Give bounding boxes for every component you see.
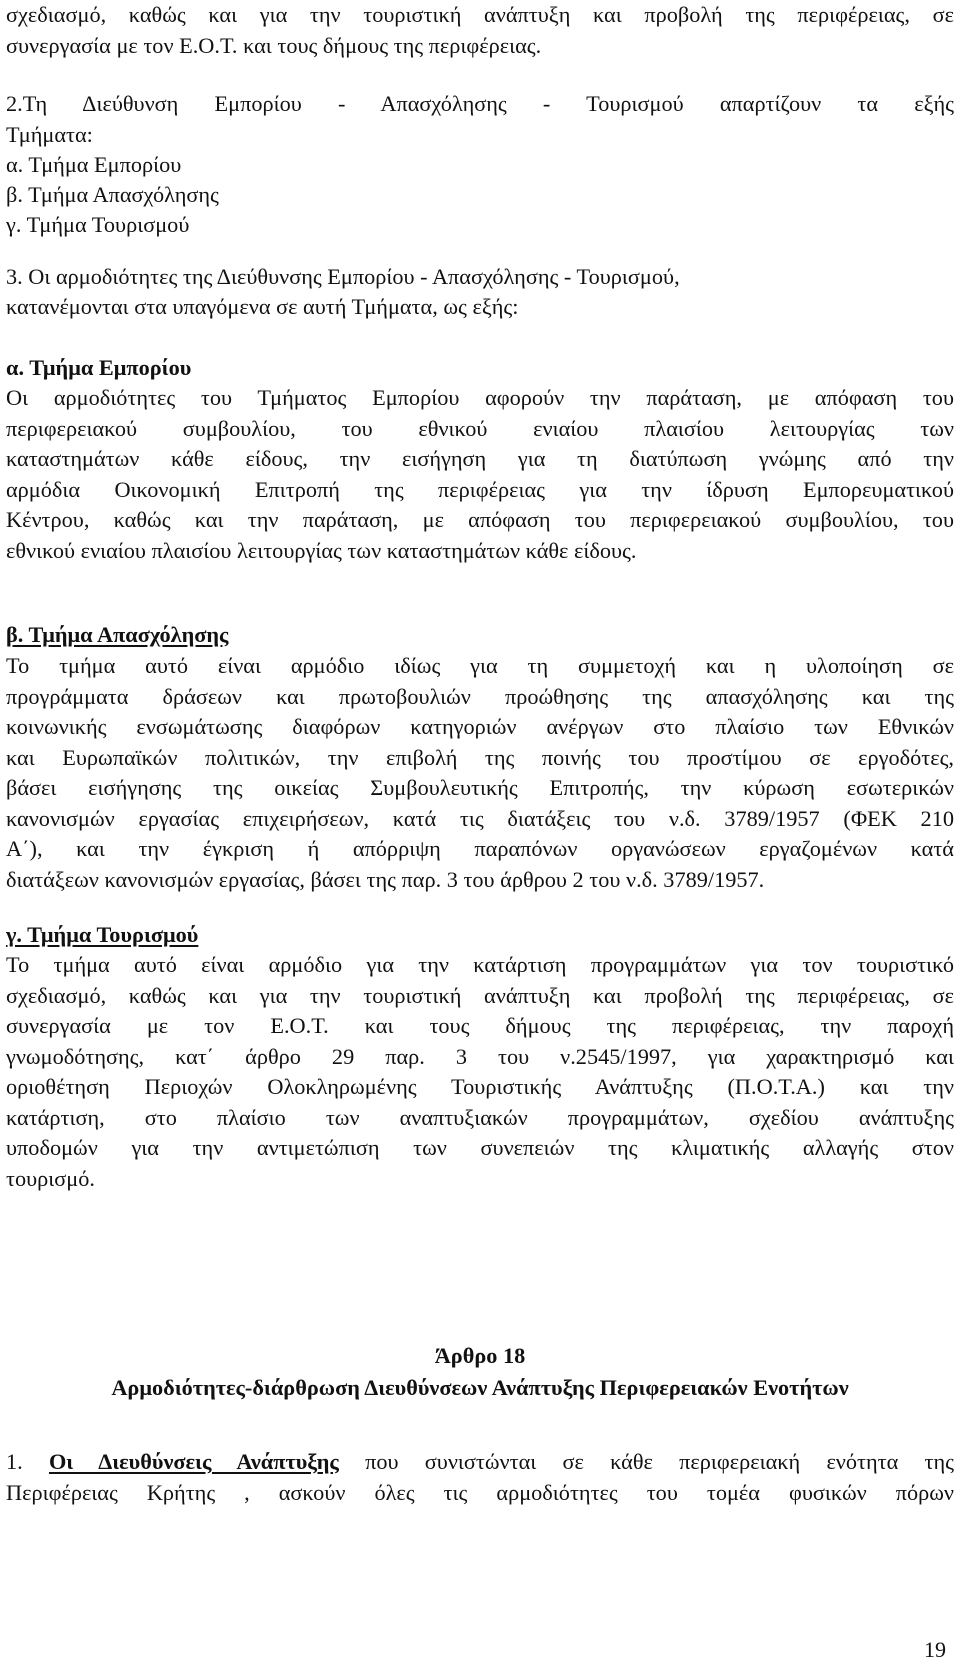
- text-line: 2.Τη Διεύθυνση Εμπορίου - Απασχόλησης - Τουρισμού απαρτίζουν τα εξής: [6, 91, 954, 116]
- text-line: καταστημάτων κάθε είδους, την εισήγηση για τη διατύπωση γνώμης από την: [6, 446, 954, 471]
- section-heading: β. Τμήμα Απασχόλησης: [6, 622, 229, 647]
- text-line: [6, 1447, 954, 1477]
- text-line: σχεδιασμό, καθώς και για την τουριστική ανάπτυξη και προβολή της περιφέρειας, σε: [6, 2, 954, 27]
- text-line: Το τμήμα αυτό είναι αρμόδιο για την κατάρτιση προγραμμάτων για τον τουριστικό: [6, 952, 954, 977]
- list-item: β. Τμήμα Απασχόλησης: [6, 182, 219, 207]
- text-line: και Ευρωπαϊκών πολιτικών, την επιβολή της ποινής του προστίμου σε εργοδότες,: [6, 745, 954, 770]
- text-line: προγράμματα δράσεων και πρωτοβουλιών προώθησης της απασχόλησης και της: [6, 684, 954, 709]
- bold-term: Οι Διευθύνσεις Ανάπτυξης: [48, 1449, 339, 1474]
- text-line: Περιφέρειας Κρήτης , ασκούν όλες τις αρμοδιότητες του τομέα φυσικών πόρων: [6, 1480, 954, 1505]
- page-number: 19: [924, 1637, 946, 1662]
- text-line: Α΄), και την έγκριση ή απόρριψη παραπόνων οργανώσεων εργαζομένων κατά: [6, 836, 954, 861]
- list-item: γ. Τμήμα Τουρισμού: [6, 212, 190, 237]
- text-line: διατάξεων κανονισμών εργασίας, βάσει της παρ. 3 του άρθρου 2 του ν.δ. 3789/1957.: [6, 867, 765, 892]
- text-line: Το τμήμα αυτό είναι αρμόδιο ιδίως για τη συμμετοχή και η υλοποίηση σε: [6, 653, 954, 678]
- paragraph-number: 1.: [6, 1449, 49, 1474]
- text-line: βάσει εισήγησης της οικείας Συμβουλευτικής Επιτροπής, την κύρωση εσωτερικών: [6, 775, 954, 800]
- text-line: αρμόδια Οικονομική Επιτροπή της περιφέρειας για την ίδρυση Εμπορευματικού: [6, 477, 954, 502]
- text-line: κοινωνικής ενσωμάτωσης διαφόρων κατηγοριών ανέργων στο πλαίσιο των Εθνικών: [6, 714, 954, 739]
- text-line: 3. Οι αρμοδιότητες της Διεύθυνσης Εμπορίου - Απασχόλησης - Τουρισμού,: [6, 264, 680, 289]
- text-line: συνεργασία με τον Ε.Ο.Τ. και τους δήμους της περιφέρειας.: [6, 33, 542, 58]
- article-subtitle: Αρμοδιότητες-διάρθρωση Διευθύνσεων Ανάπτυξης Περιφερειακών Ενοτήτων: [111, 1375, 849, 1400]
- section-heading: α. Τμήμα Εμπορίου: [6, 355, 192, 380]
- text-line: τουρισμό.: [6, 1166, 95, 1191]
- text-line: κατάρτιση, στο πλαίσιο των αναπτυξιακών προγραμμάτων, σχεδίου ανάπτυξης: [6, 1105, 954, 1130]
- text-line: εθνικού ενιαίου πλαισίου λειτουργίας των καταστημάτων κάθε είδους.: [6, 538, 637, 563]
- text-line: κατανέμονται στα υπαγόμενα σε αυτή Τμήματα, ως εξής:: [6, 294, 519, 319]
- section-heading: γ. Τμήμα Τουρισμού: [6, 922, 199, 947]
- text-line: γνωμοδότησης, κατ΄ άρθρο 29 παρ. 3 του ν.2545/1997, για χαρακτηρισμό και: [6, 1044, 954, 1069]
- text-line: περιφερειακού συμβουλίου, του εθνικού ενιαίου πλαισίου λειτουργίας των: [6, 416, 954, 441]
- text-line: οριοθέτηση Περιοχών Ολοκληρωμένης Τουριστικής Ανάπτυξης (Π.Ο.Τ.Α.) και την: [6, 1074, 954, 1099]
- text-line: σχεδιασμό, καθώς και για την τουριστική ανάπτυξη και προβολή της περιφέρειας, σε: [6, 983, 954, 1008]
- text-line: Τμήματα:: [6, 122, 93, 147]
- text-line: κανονισμών εργασίας επιχειρήσεων, κατά τις διατάξεις του ν.δ. 3789/1957 (ΦΕΚ 210: [6, 806, 954, 831]
- list-item: α. Τμήμα Εμπορίου: [6, 152, 182, 177]
- text-line: συνεργασία με τον Ε.Ο.Τ. και τους δήμους της περιφέρειας, την παροχή: [6, 1013, 954, 1038]
- text-line: Οι αρμοδιότητες του Τμήματος Εμπορίου αφορούν την παράταση, με απόφαση του: [6, 385, 954, 410]
- text-line: Κέντρου, καθώς και την παράταση, με απόφαση του περιφερειακού συμβουλίου, του: [6, 507, 954, 532]
- text-line: υποδομών για την αντιμετώπιση των συνεπειών της κλιματικής αλλαγής στον: [6, 1135, 954, 1160]
- article-title: Άρθρο 18: [434, 1343, 526, 1368]
- paragraph-text: που συνιστώνται σε κάθε περιφερειακή ενότητα της: [338, 1449, 954, 1474]
